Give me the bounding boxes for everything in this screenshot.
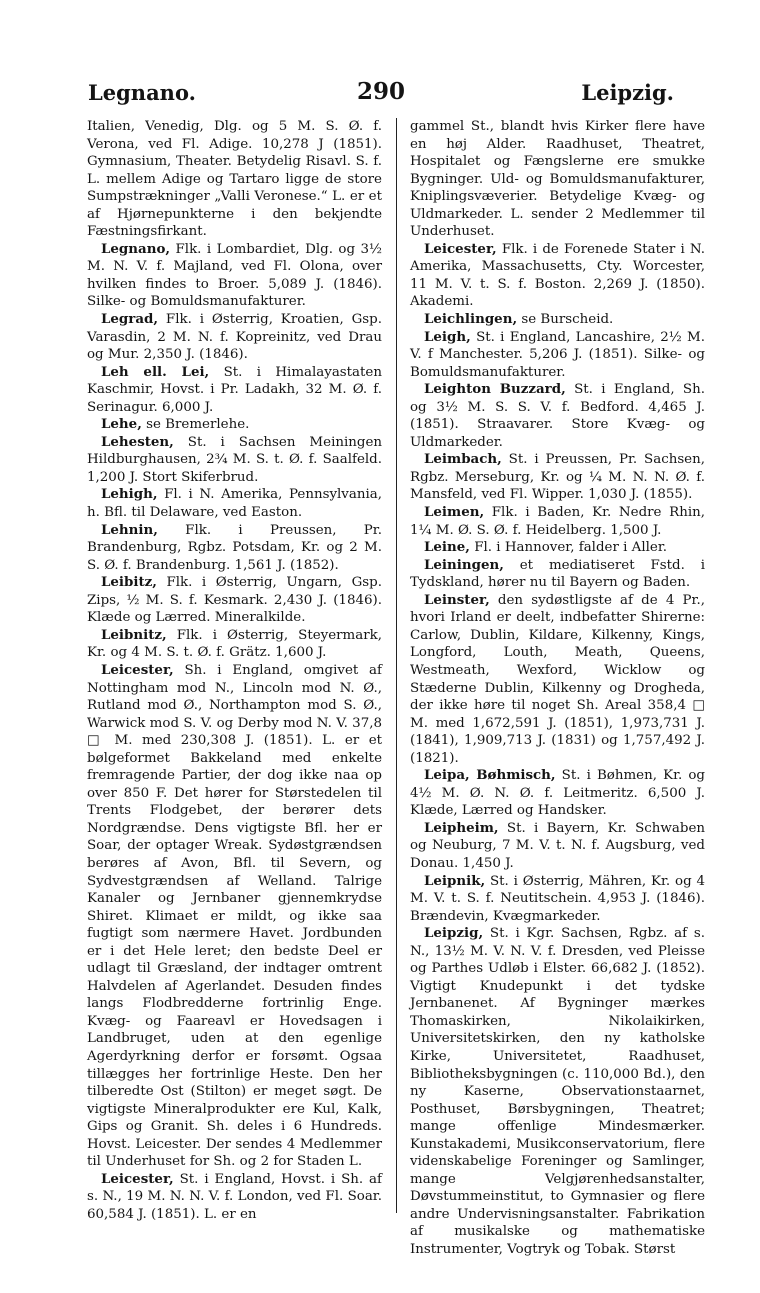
entry-headword: Lehe, [101,416,142,433]
page-header [88,80,674,114]
dictionary-entry [87,662,382,1171]
entry-text: Italien, Venedig, Dlg. og 5 M. S. Ø. f. Verona, ved Fl. Adige. 10,278 J (1851). Gymnasium, Theater. Betydelig Risavl. S. f. L. mellem Adige og Tartaro ligge de store Sumpstrækninger „Valli Veronese.“ L. er et af Hjørnepunkterne i den bekjendte Fæstningsfirkant. [87,119,382,240]
entry-text: Flk. i Østerrig, Steyermark, Kr. og 4 M. S. t. Ø. f. Grätz. 1,600 J. [87,627,382,661]
left-column [87,118,382,1223]
entry-text: Flk. i Lombardiet, Dlg. og 3½ M. N. V. f. Majland, ved Fl. Olona, over hvilken findes to Broer. 5,089 J. (1846). Silke- og Bomuldsmanufakturer. [87,241,382,310]
dictionary-entry [87,627,382,662]
dictionary-entry [87,311,382,364]
entry-headword: Legrad, [101,311,159,328]
dictionary-entry [410,329,705,382]
dictionary-entry [87,1171,382,1224]
dictionary-entry [410,539,705,557]
entry-headword: Leibnitz, [101,626,167,643]
dictionary-entry [87,522,382,575]
dictionary-entry [87,364,382,417]
entry-text: Flk. i Preussen, Pr. Brandenburg, Rgbz. Potsdam, Kr. og 2 M. S. Ø. f. Brandenburg. 1,561 J. (1852). [87,522,382,573]
entry-text: St. i Bøhmen, Kr. og 4½ M. Ø. N. Ø. f. Leitmeritz. 6,500 J. Klæde, Lærred og Handsker. [410,768,705,819]
entry-headword: Leiningen, [424,556,504,573]
entry-headword: Leighton Buzzard, [424,381,566,398]
entry-headword: Leimen, [424,504,485,521]
entry-text: St. i England, Hovst. i Sh. af s. N., 19 M. N. N. V. f. London, ved Fl. Soar. 60,584 J. (1851). L. er en [87,1171,382,1222]
entry-text: St. i Bayern, Kr. Schwaben og Neuburg, 7 M. V. t. N. f. Augsburg, ved Donau. 1,450 J. [410,820,705,871]
dictionary-entry [410,504,705,539]
dictionary-entry [410,241,705,311]
entry-headword: Legnano, [101,240,171,257]
entry-text: se Bremerlehe. [141,417,250,433]
dictionary-entry [410,118,705,241]
entry-headword: Leicester, [424,240,497,257]
entry-headword: Leh ell. Lei, [101,363,210,380]
dictionary-entry [87,574,382,627]
entry-headword: Lehnin, [101,521,158,538]
entry-headword: Leichlingen, [424,311,518,328]
dictionary-entry [410,820,705,873]
dictionary-entry [410,557,705,592]
entry-headword: Leipa, Bøhmisch, [424,767,556,784]
dictionary-entry [87,486,382,521]
entry-text: St. i England, Sh. og 3½ M. S. S. V. f. Bedford. 4,465 J. (1851). Straavarer. Store Kvæg- og Uldmarkeder. [410,382,705,450]
entry-headword: Lehesten, [101,433,174,450]
entry-headword: Leipnik, [424,872,486,889]
entry-text: St. i Østerrig, Mähren, Kr. og 4 M. V. t. S. f. Neutitschein. 4,953 J. (1846). Brændevin, Kvægmarkeder. [410,873,705,924]
entry-headword: Lehigh, [101,486,158,503]
entry-headword: Leibitz, [101,574,157,591]
dictionary-entry [410,381,705,451]
running-head-right: Leipzig. [581,80,674,105]
dictionary-entry [87,434,382,487]
entry-text: Flk. i de Forenede Stater i N. Amerika, Massachusetts, Cty. Worcester, 11 M. V. t. S. f. Boston. 2,269 J. (1850). Akademi. [410,241,705,310]
entry-text: Sh. i England, omgivet af Nottingham mod N., Lincoln mod N. Ø., Rutland mod Ø., Northampton mod S. Ø., Warwick mod S. V. og Derby mod N. V. 37,8 □ M. med 230,308 J. (1851). L. er et bølgeformet Bakkeland med enkelte fremragende Partier, der dog ikke naa op over 850 F. Det hører for Størstedelen til Trents Flodgebet, der berører dets Nordgrændse. Dens vigtigste Bfl. her er Soar, der optager Wreak. Sydøstgrændsen berøres af Avon, Bfl. til Severn, og Sydvestgrændsen af Welland. Talrige Kanaler og Jernbaner gjennemkrydse Shiret. Klimaet er mildt, og ikke saa fugtigt som nærmere Havet. Jordbunden er i det Hele leret; den bedste Deel er udlagt til Græsland, der indtager omtrent Halvdelen af Agerlandet. Desuden findes langs Flodbredderne fortrinlig Enge. Kvæg- og Faareavl er Hovedsagen i Landbruget, uden at den egenlige Agerdyrkning derfor er forsømt. Ogsaa tillægges her fortrinlige Heste. Den her tilberedte Ost (Stilton) er meget søgt. De vigtigste Mineralprodukter ere Kul, Kalk, Gips og Granit. Sh. deles i 6 Hundreds. Hovst. Leicester. Der sendes 4 Medlemmer til Underhuset for Sh. og 2 for Staden L. [87,662,382,1170]
dictionary-entry [410,592,705,767]
entry-text: Flk. i Østerrig, Kroatien, Gsp. Varasdin, 2 M. N. f. Kopreinitz, ved Drau og Mur. 2,350 J. (1846). [87,312,382,363]
entry-headword: Leicester, [101,1170,174,1187]
dictionary-entry [87,241,382,311]
entry-headword: Leimbach, [424,451,502,468]
entry-text: St. i Sachsen Meiningen Hildburghausen, 2¾ M. S. t. Ø. f. Saalfeld. 1,200 J. Stort Skiferbrud. [87,434,382,485]
entry-text: Fl. i N. Amerika, Pennsylvania, h. Bfl. til Delaware, ved Easton. [87,487,382,521]
entry-text: et mediatiseret Fstd. i Tydskland, hører nu til Bayern og Baden. [410,557,705,591]
running-head-left: Legnano. [88,80,196,105]
entry-text: Flk. i Baden, Kr. Nedre Rhin, 1¼ M. Ø. S. Ø. f. Heidelberg. 1,500 J. [410,505,705,538]
entry-text: se Burscheid. [517,312,614,328]
entry-text: St. i England, Lancashire, 2½ M. V. f Manchester. 5,206 J. (1851). Silke- og Bomuldsmanufakturer. [410,329,705,380]
entry-headword: Leinster, [424,591,490,608]
dictionary-entry [410,767,705,820]
right-column [410,118,705,1259]
entry-text: St. i Kgr. Sachsen, Rgbz. af s. N., 13½ M. V. N. V. f. Dresden, ved Pleisse og Parthes Udløb i Elster. 66,682 J. (1852). Vigtigt Knudepunkt i det tydske Jernbanenet. Af Bygninger mærkes Thomaskirken, Nikolaikirken, Universitetskirken, den ny katholske Kirke, Universitetet, Raadhuset, Bibliotheksbygningen (c. 110,000 Bd.), den ny Kaserne, Observationstaarnet, Posthuset, Børsbygningen, Theatret; mange offenlige Mindesmærker. Kunstakademi, Musikconservatorium, flere videnskabelige Foreninger og Samlinger, mange Velgjørenhedsanstalter, Døvstummeinstitut, to Gymnasier og flere andre Undervisningsanstalter. Fabrikation af musikalske og mathematiske Instrumenter, Vogtryk og Tobak. Størst [410,926,705,1257]
entry-headword: Leipzig, [424,925,484,942]
entry-text: Flk. i Østerrig, Ungarn, Gsp. Zips, ½ M. S. f. Kesmark. 2,430 J. (1846). Klæde og Lærred. Mineralkilde. [87,575,382,626]
entry-text: den sydøstligste af de 4 Pr., hvori Irland er deelt, indbefatter Shirerne: Carlow, Dublin, Kildare, Kilkenny, Kings, Longford, Louth, Meath, Queens, Westmeath, Wexford, Wicklow og Stæderne Dublin, Kilkenny og Drogheda, der ikke høre til noget Sh. Areal 358,4 □ M. med 1,672,591 J. (1851), 1,973,731 J. (1841), 1,909,713 J. (1831) og 1,757,492 J. (1821). [410,592,705,766]
dictionary-entry [87,118,382,241]
entry-text: gammel St., blandt hvis Kirker flere have en høj Alder. Raadhuset, Theatret, Hospitalet og Fængslerne ere smukke Bygninger. Uld- og Bomuldsmanufakturer, Kniplingsvæverier. Betydelige Kvæg- og Uldmarkeder. L. sender 2 Medlemmer til Underhuset. [410,119,705,240]
entry-headword: Leigh, [424,328,471,345]
dictionary-entry [410,451,705,504]
entry-headword: Leicester, [101,661,174,678]
entry-headword: Leine, [424,539,470,556]
page-number: 290 [356,78,405,105]
dictionary-entry [410,873,705,926]
dictionary-entry [410,925,705,1258]
entry-text: St. i Himalayastaten Kaschmir, Hovst. i Pr. Ladakh, 32 M. Ø. f. Serinagur. 6,000 J. [87,364,382,415]
dictionary-entry [410,311,705,329]
entry-text: Fl. i Hannover, falder i Aller. [469,540,667,556]
dictionary-entry [87,416,382,434]
entry-text: St. i Preussen, Pr. Sachsen, Rgbz. Merseburg, Kr. og ¼ M. N. N. Ø. f. Mansfeld, ved Fl. Wipper. 1,030 J. (1855). [410,452,705,503]
column-divider [396,118,397,1213]
entry-headword: Leipheim, [424,819,499,836]
